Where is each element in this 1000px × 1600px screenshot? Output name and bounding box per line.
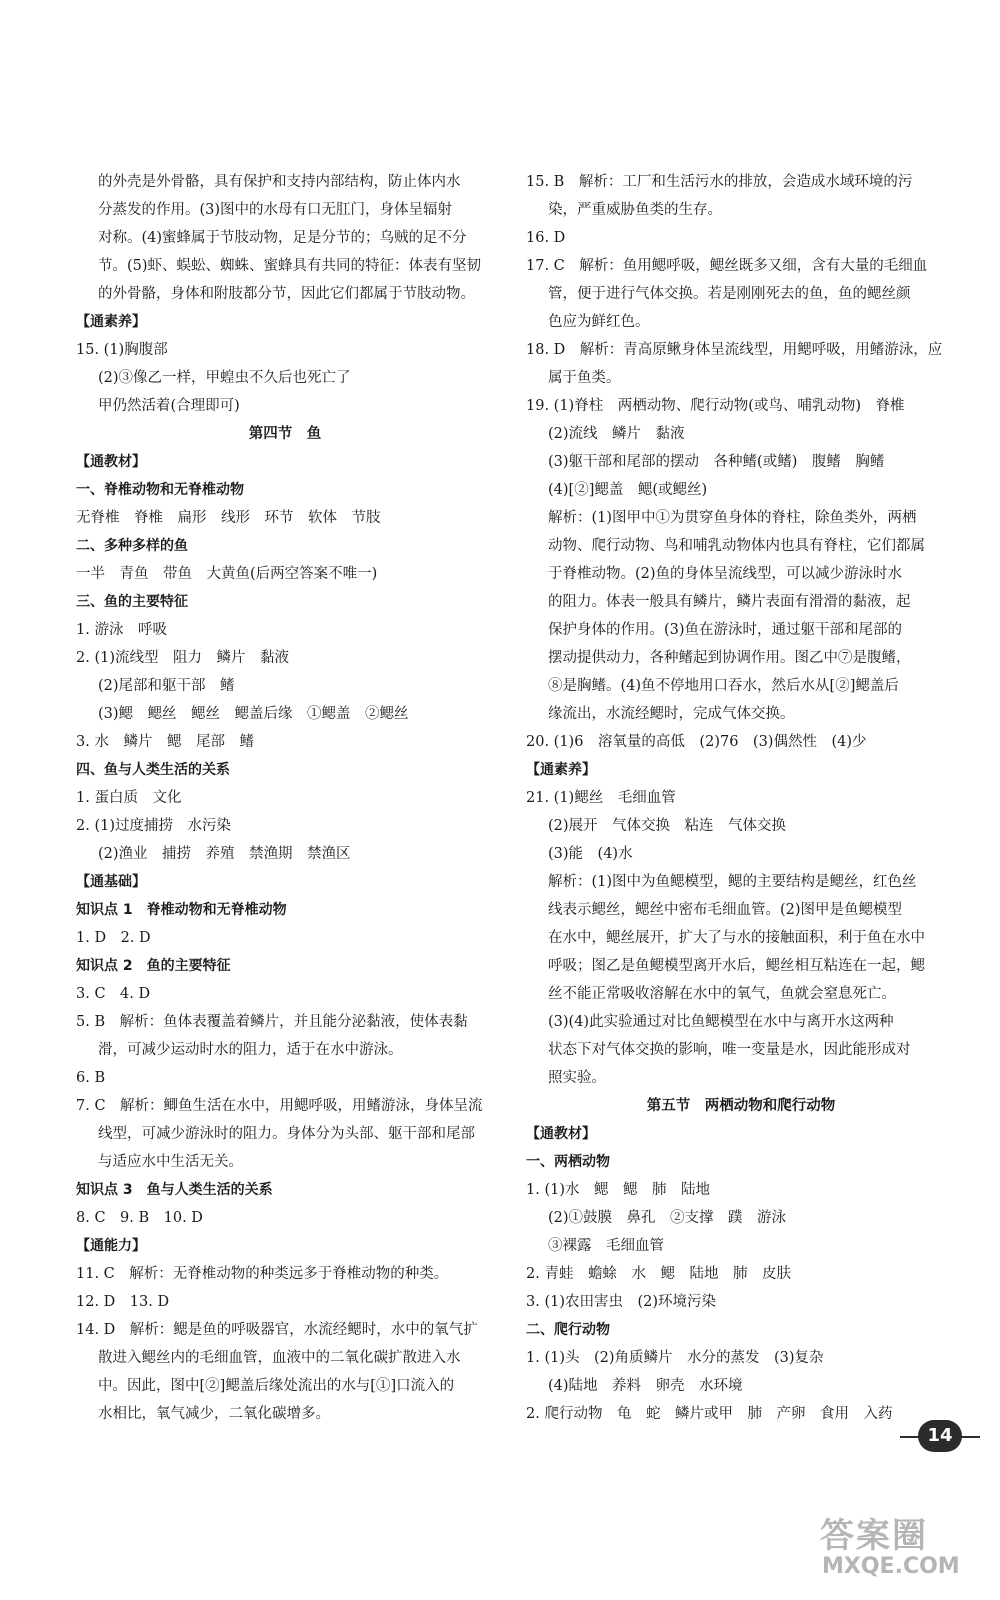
text-line: (2)③像乙一样，甲蝗虫不久后也死亡了 xyxy=(98,370,351,386)
text-line: ⑧是胸鳍。(4)鱼不停地用口吞水，然后水从[②]鳃盖后 xyxy=(548,678,899,694)
text-line: (2)①鼓膜 鼻孔 ②支撑 蹼 游泳 xyxy=(548,1210,787,1226)
text-line: 色应为鲜红色。 xyxy=(548,314,650,330)
section-heading: 一、脊椎动物和无脊椎动物 xyxy=(76,482,244,498)
text-line: 16. D xyxy=(526,230,566,246)
section-heading: 四、鱼与人类生活的关系 xyxy=(76,762,230,778)
text-line: 解析：(1)图甲中①为贯穿鱼身体的脊柱，除鱼类外，两栖 xyxy=(548,510,917,526)
text-line: 7. C 解析：鲫鱼生活在水中，用鳃呼吸，用鳍游泳，身体呈流 xyxy=(76,1098,483,1114)
text-line: 8. C 9. B 10. D xyxy=(76,1210,203,1226)
text-line: 丝不能正常吸收溶解在水中的氧气，鱼就会窒息死亡。 xyxy=(548,986,896,1002)
text-line: 与适应水中生活无关。 xyxy=(98,1154,243,1170)
text-line: 管，便于进行气体交换。若是刚刚死去的鱼，鱼的鳃丝颜 xyxy=(548,286,911,302)
section-heading: 【通基础】 xyxy=(76,874,146,890)
text-line: 1. 蛋白质 文化 xyxy=(76,790,182,806)
text-line: 照实验。 xyxy=(548,1070,606,1086)
left-column xyxy=(76,168,494,1428)
text-line: 线型，可减少游泳时的阻力。身体分为头部、躯干部和尾部 xyxy=(98,1126,475,1142)
text-line: 无脊椎 脊椎 扁形 线形 环节 软体 节肢 xyxy=(76,510,381,526)
text-line: 19. (1)脊柱 两栖动物、爬行动物(或鸟、哺乳动物) 脊椎 xyxy=(526,398,905,414)
section-heading: 知识点 1 脊椎动物和无脊椎动物 xyxy=(76,902,287,918)
text-line: 1. (1)头 (2)角质鳞片 水分的蒸发 (3)复杂 xyxy=(526,1350,824,1366)
text-line: 2. 青蛙 蟾蜍 水 鳃 陆地 肺 皮肤 xyxy=(526,1266,791,1282)
text-line: 12. D 13. D xyxy=(76,1294,170,1310)
text-line: (2)展开 气体交换 粘连 气体交换 xyxy=(548,818,787,834)
text-line: 21. (1)鳃丝 毛细血管 xyxy=(526,790,676,806)
text-line: (2)流线 鳞片 黏液 xyxy=(548,426,685,442)
section-heading: 知识点 2 鱼的主要特征 xyxy=(76,958,231,974)
text-line: 保护身体的作用。(3)鱼在游泳时，通过躯干部和尾部的 xyxy=(548,622,903,638)
section-heading: 【通能力】 xyxy=(76,1238,146,1254)
text-line: 1. D 2. D xyxy=(76,930,151,946)
text-line: 15. B 解析：工厂和生活污水的排放，会造成水域环境的污 xyxy=(526,174,913,190)
section-heading: 【通素养】 xyxy=(76,314,146,330)
text-line: 15. (1)胸腹部 xyxy=(76,342,168,358)
section-heading: 【通教材】 xyxy=(526,1126,596,1142)
text-line: 中。因此，图中[②]鳃盖后缘处流出的水与[①]口流入的 xyxy=(98,1378,455,1394)
text-line: 3. (1)农田害虫 (2)环境污染 xyxy=(526,1294,717,1310)
text-line: 解析：(1)图中为鱼鳃模型，鳃的主要结构是鳃丝，红色丝 xyxy=(548,874,917,890)
text-line: (3)躯干部和尾部的摆动 各种鳍(或鳍) 腹鳍 胸鳍 xyxy=(548,454,885,470)
text-line: 水相比，氧气减少，二氧化碳增多。 xyxy=(98,1406,330,1422)
text-line: 14. D 解析：鳃是鱼的呼吸器官，水流经鳃时，水中的氧气扩 xyxy=(76,1322,478,1338)
text-line: 动物、爬行动物、鸟和哺乳动物体内也具有脊柱，它们都属 xyxy=(548,538,925,554)
text-line: 对称。(4)蜜蜂属于节肢动物，足是分节的；乌贼的足不分 xyxy=(98,230,467,246)
text-line: 在水中，鳃丝展开，扩大了与水的接触面积，利于鱼在水中 xyxy=(548,930,925,946)
text-line: 甲仍然活着(合理即可) xyxy=(98,398,240,414)
text-line: 17. C 解析：鱼用鳃呼吸，鳃丝既多又细，含有大量的毛细血 xyxy=(526,258,928,274)
section-heading: 三、鱼的主要特征 xyxy=(76,594,188,610)
chapter-title: 第四节 鱼 xyxy=(248,426,322,442)
text-line: 3. C 4. D xyxy=(76,986,151,1002)
text-line: 呼吸；图乙是鱼鳃模型离开水后，鳃丝相互粘连在一起，鳃 xyxy=(548,958,925,974)
text-line: 缘流出，水流经鳃时，完成气体交换。 xyxy=(548,706,795,722)
text-line: 2. 爬行动物 龟 蛇 鳞片或甲 肺 产卵 食用 入药 xyxy=(526,1406,893,1422)
text-line: (3)鳃 鳃丝 鳃丝 鳃盖后缘 ①鳃盖 ②鳃丝 xyxy=(98,706,409,722)
text-line: (3)(4)此实验通过对比鱼鳃模型在水中与离开水这两种 xyxy=(548,1014,894,1030)
text-line: (4)[②]鳃盖 鳃(或鳃丝) xyxy=(548,482,708,498)
page-number: 14 xyxy=(918,1420,962,1452)
text-line: 散进入鳃丝内的毛细血管，血液中的二氧化碳扩散进入水 xyxy=(98,1350,461,1366)
section-heading: 知识点 3 鱼与人类生活的关系 xyxy=(76,1182,273,1198)
watermark-url: MXQE.COM xyxy=(822,1554,960,1579)
text-line: (4)陆地 养料 卵壳 水环境 xyxy=(548,1378,743,1394)
text-line: 11. C 解析：无脊椎动物的种类远多于脊椎动物的种类。 xyxy=(76,1266,449,1282)
chapter-title: 第五节 两栖动物和爬行动物 xyxy=(646,1098,836,1114)
text-line: 1. 游泳 呼吸 xyxy=(76,622,167,638)
watermark-logo: 答案圈 xyxy=(820,1516,928,1556)
text-line: 节。(5)虾、蜈蚣、蜘蛛、蜜蜂具有共同的特征：体表有坚韧 xyxy=(98,258,482,274)
text-line: 染，严重威胁鱼类的生存。 xyxy=(548,202,722,218)
text-line: 属于鱼类。 xyxy=(548,370,621,386)
text-line: ③裸露 毛细血管 xyxy=(548,1238,664,1254)
right-column xyxy=(526,168,956,1428)
section-heading: 【通素养】 xyxy=(526,762,596,778)
text-line: 2. (1)过度捕捞 水污染 xyxy=(76,818,231,834)
text-line: 1. (1)水 鳃 鳃 肺 陆地 xyxy=(526,1182,710,1198)
text-line: 的外壳是外骨骼，具有保护和支持内部结构，防止体内水 xyxy=(98,174,461,190)
text-line: 滑，可减少运动时水的阻力，适于在水中游泳。 xyxy=(98,1042,403,1058)
text-line: (2)渔业 捕捞 养殖 禁渔期 禁渔区 xyxy=(98,846,351,862)
text-line: 6. B xyxy=(76,1070,106,1086)
text-line: 状态下对气体交换的影响，唯一变量是水，因此能形成对 xyxy=(548,1042,911,1058)
text-line: 摆动提供动力，各种鳍起到协调作用。图乙中⑦是腹鳍， xyxy=(548,650,911,666)
section-heading: 一、两栖动物 xyxy=(526,1154,610,1170)
text-line: (3)能 (4)水 xyxy=(548,846,633,862)
section-heading: 二、爬行动物 xyxy=(526,1322,610,1338)
section-heading: 【通教材】 xyxy=(76,454,146,470)
text-line: 18. D 解析：青高原鳅身体呈流线型，用鳃呼吸，用鳍游泳，应 xyxy=(526,342,943,358)
text-line: 线表示鳃丝，鳃丝中密布毛细血管。(2)图甲是鱼鳃模型 xyxy=(548,902,903,918)
text-line: 2. (1)流线型 阻力 鳞片 黏液 xyxy=(76,650,289,666)
text-line: 一半 青鱼 带鱼 大黄鱼(后两空答案不唯一) xyxy=(76,566,378,582)
text-line: 于脊椎动物。(2)鱼的身体呈流线型，可以减少游泳时水 xyxy=(548,566,903,582)
text-line: 分蒸发的作用。(3)图中的水母有口无肛门，身体呈辐射 xyxy=(98,202,453,218)
text-line: 20. (1)6 溶氧量的高低 (2)76 (3)偶然性 (4)少 xyxy=(526,734,867,750)
text-line: 的外骨骼，身体和附肢都分节，因此它们都属于节肢动物。 xyxy=(98,286,475,302)
text-line: 3. 水 鳞片 鳃 尾部 鳍 xyxy=(76,734,254,750)
text-line: 的阻力。体表一般具有鳞片，鳞片表面有滑滑的黏液，起 xyxy=(548,594,911,610)
section-heading: 二、多种多样的鱼 xyxy=(76,538,188,554)
text-line: 5. B 解析：鱼体表覆盖着鳞片，并且能分泌黏液，使体表黏 xyxy=(76,1014,468,1030)
text-line: (2)尾部和躯干部 鳍 xyxy=(98,678,235,694)
